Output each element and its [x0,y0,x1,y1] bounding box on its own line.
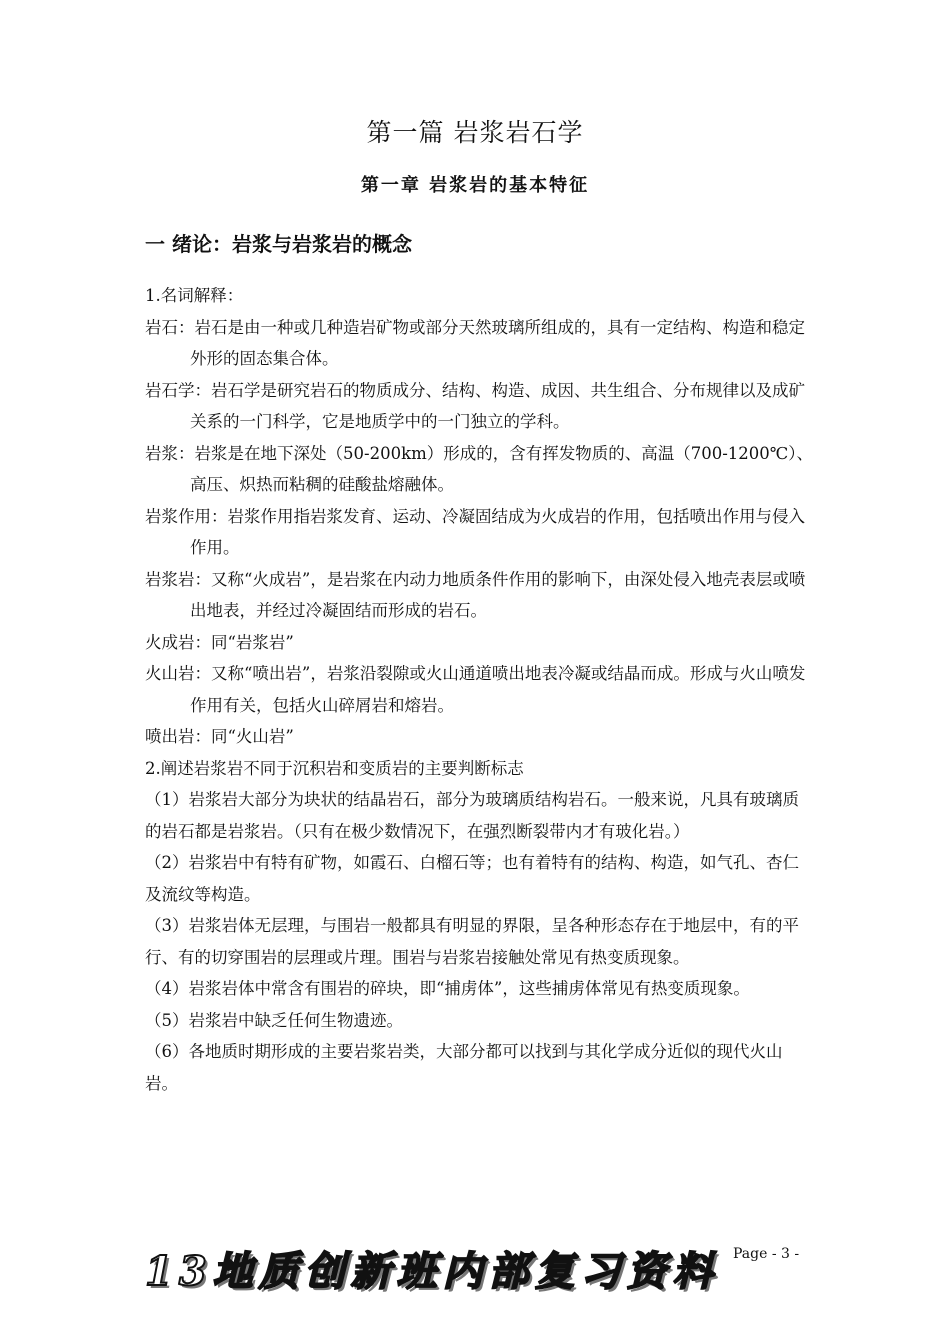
criterion-6: （6）各地质时期形成的主要岩浆岩类，大部分都可以找到与其化学成分近似的现代火山岩。 [145,1042,783,1093]
definition-volcanic-rock: 火山岩：又称“喷出岩”，岩浆沿裂隙或火山通道喷出地表冷凝或结晶而成。形成与火山喷发作用有关，包括火山碎屑岩和熔岩。 [145,664,806,715]
criterion-1: （1）岩浆岩大部分为块状的结晶岩石，部分为玻璃质结构岩石。一般来说，凡具有玻璃质的岩石都是岩浆岩。（只有在极少数情况下，在强烈断裂带内才有玻化岩。） [145,790,799,841]
part-title: 第一篇 岩浆岩石学 [366,118,584,147]
definition-magmatism: 岩浆作用：岩浆作用指岩浆发育、运动、冷凝固结成为火成岩的作用，包括喷出作用与侵入作用。 [145,506,805,557]
definition-extrusive-rock: 喷出岩：同“火山岩” [145,727,294,746]
criterion-4: （4）岩浆岩体中常含有围岩的碎块，即“捕虏体”，这些捕虏体常见有热变质现象。 [145,979,750,998]
question-2-heading: 2.阐述岩浆岩不同于沉积岩和变质岩的主要判断标志 [145,758,524,778]
definition-rock: 岩石：岩石是由一种或几种造岩矿物或部分天然玻璃所组成的，具有一定结构、构造和稳定外形的固态集合体。 [145,317,805,368]
definition-petrology: 岩石学：岩石学是研究岩石的物质成分、结构、构造、成因、共生组合、分布规律以及成矿关系的一门科学，它是地质学中的一门独立的学科。 [145,380,805,431]
criterion-5: （5）岩浆岩中缺乏任何生物遗迹。 [145,1010,403,1030]
page-number: Page - 3 - [733,1246,800,1262]
question-1-heading: 1.名词解释： [145,286,244,305]
definition-igneous-rock: 火成岩：同“岩浆岩” [145,632,294,652]
chapter-title: 第一章 岩浆岩的基本特征 [360,175,590,196]
criterion-3: （3）岩浆岩体无层理，与围岩一般都具有明显的界限，呈各种形态存在于地层中，有的平行、有的切穿围岩的层理或片理。围岩与岩浆岩接触处常见有热变质现象。 [145,916,799,967]
definition-magmatic-rock: 岩浆岩：又称“火成岩”，是岩浆在内动力地质条件作用的影响下，由深处侵入地壳表层或喷出地表，并经过冷凝固结而形成的岩石。 [145,569,806,620]
footer-signature: 13地质创新班内部复习资料 [145,1248,719,1295]
criterion-2: （2）岩浆岩中有特有矿物，如霞石、白榴石等；也有着特有的结构、构造，如气孔、杏仁及流纹等构造。 [145,853,799,904]
definition-magma: 岩浆：岩浆是在地下深处（50-200km）形成的，含有挥发物质的、高温（700-1200℃）、高压、炽热而粘稠的硅酸盐熔融体。 [145,443,813,494]
section-heading: 一 绪论：岩浆与岩浆岩的概念 [145,232,412,256]
body-text [145,280,813,1099]
